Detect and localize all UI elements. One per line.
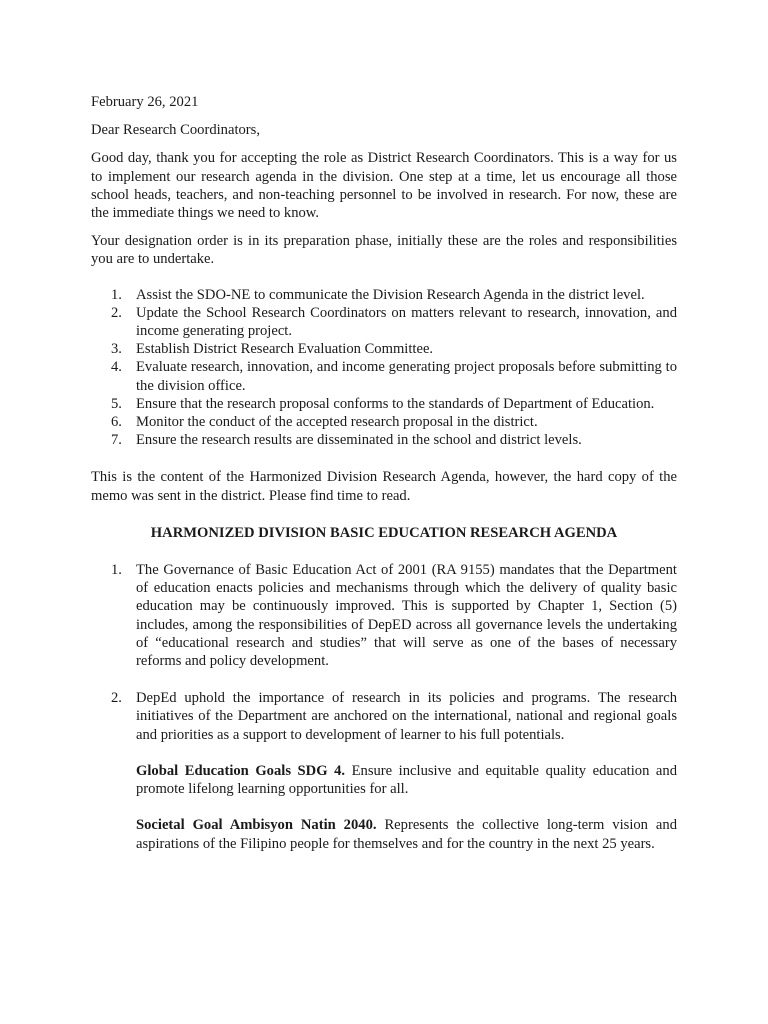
salutation: Dear Research Coordinators, — [91, 122, 260, 139]
list-number: 3. — [111, 341, 122, 358]
list-item-text: DepEd uphold the importance of research in its policies and programs. The research initiatives of the Department are anchored on the international, national and regional goals and priorities as a support to development of learner to his full potentials. — [136, 690, 677, 743]
list-item — [91, 304, 677, 340]
intro-paragraph: Good day, thank you for accepting the role as District Research Coordinators. This is a way for us to implement our research agenda in the division. One step at a time, let us encourage all those school heads, teachers, and non-teaching personnel to be involved in research. For now, these are the immediate things we need to know. — [91, 150, 677, 222]
section-heading: HARMONIZED DIVISION BASIC EDUCATION RESEARCH AGENDA — [150, 524, 618, 541]
list-item-text: Monitor the conduct of the accepted research proposal in the district. — [136, 414, 538, 431]
list-number: 4. — [111, 359, 122, 376]
list-item — [91, 286, 677, 304]
agenda-intro-paragraph: This is the content of the Harmonized Division Research Agenda, however, the hard copy of the memo was sent in the district. Please find time to read. — [91, 469, 677, 504]
list-item — [91, 431, 677, 449]
list-item — [91, 561, 677, 670]
list-item-text: Ensure the research results are disseminated in the school and district levels. — [136, 432, 582, 449]
list-number: 2. — [111, 690, 122, 707]
list-item-text: Update the School Research Coordinators on matters relevant to research, innovation, and income generating project. — [136, 304, 677, 340]
goal-ambisyon — [91, 816, 677, 852]
list-item-text: The Governance of Basic Education Act of 2001 (RA 9155) mandates that the Department of education enacts policies and mechanisms through which the delivery of quality basic education may be continuously improved. This is supported by Chapter 1, Section (5) includes, among the responsibilities of DepED across all governance levels the undertaking of “educational research and studies” that will serve as one of the bases of necessary reforms and policy development. — [136, 562, 677, 670]
list-item — [91, 340, 677, 358]
list-number: 7. — [111, 432, 122, 449]
goal-title: Societal Goal Ambisyon Natin 2040. — [136, 817, 377, 834]
goal-text: Ensure inclusive and equitable quality education and promote lifelong learning opportunities for all. — [136, 762, 677, 798]
goal-sdg4 — [91, 762, 677, 798]
list-number: 1. — [111, 286, 122, 303]
list-item — [91, 689, 677, 744]
list-item — [91, 358, 677, 394]
goal-title: Global Education Goals SDG 4. — [136, 762, 346, 779]
agenda-list — [91, 561, 677, 744]
list-item — [91, 413, 677, 431]
designation-paragraph: Your designation order is in its preparation phase, initially these are the roles and responsibilities you are to undertake. — [91, 233, 677, 268]
letter-page — [91, 93, 677, 853]
list-number: 1. — [111, 562, 122, 579]
list-item — [91, 395, 677, 413]
list-item-text: Establish District Research Evaluation Committee. — [136, 341, 434, 358]
list-item-text: Assist the SDO-NE to communicate the Division Research Agenda in the district level. — [136, 286, 645, 303]
list-number: 5. — [111, 395, 122, 412]
letter-date: February 26, 2021 — [91, 94, 199, 110]
list-item-text: Ensure that the research proposal conforms to the standards of Department of Education. — [136, 395, 655, 412]
list-item-text: Evaluate research, innovation, and income generating project proposals before submitting to the division office. — [136, 359, 677, 394]
list-number: 2. — [111, 304, 122, 321]
roles-list — [91, 286, 677, 450]
goal-text: Represents the collective long-term vision and aspirations of the Filipino people for themselves and for the country in the next 25 years. — [136, 817, 677, 852]
list-number: 6. — [111, 414, 122, 431]
